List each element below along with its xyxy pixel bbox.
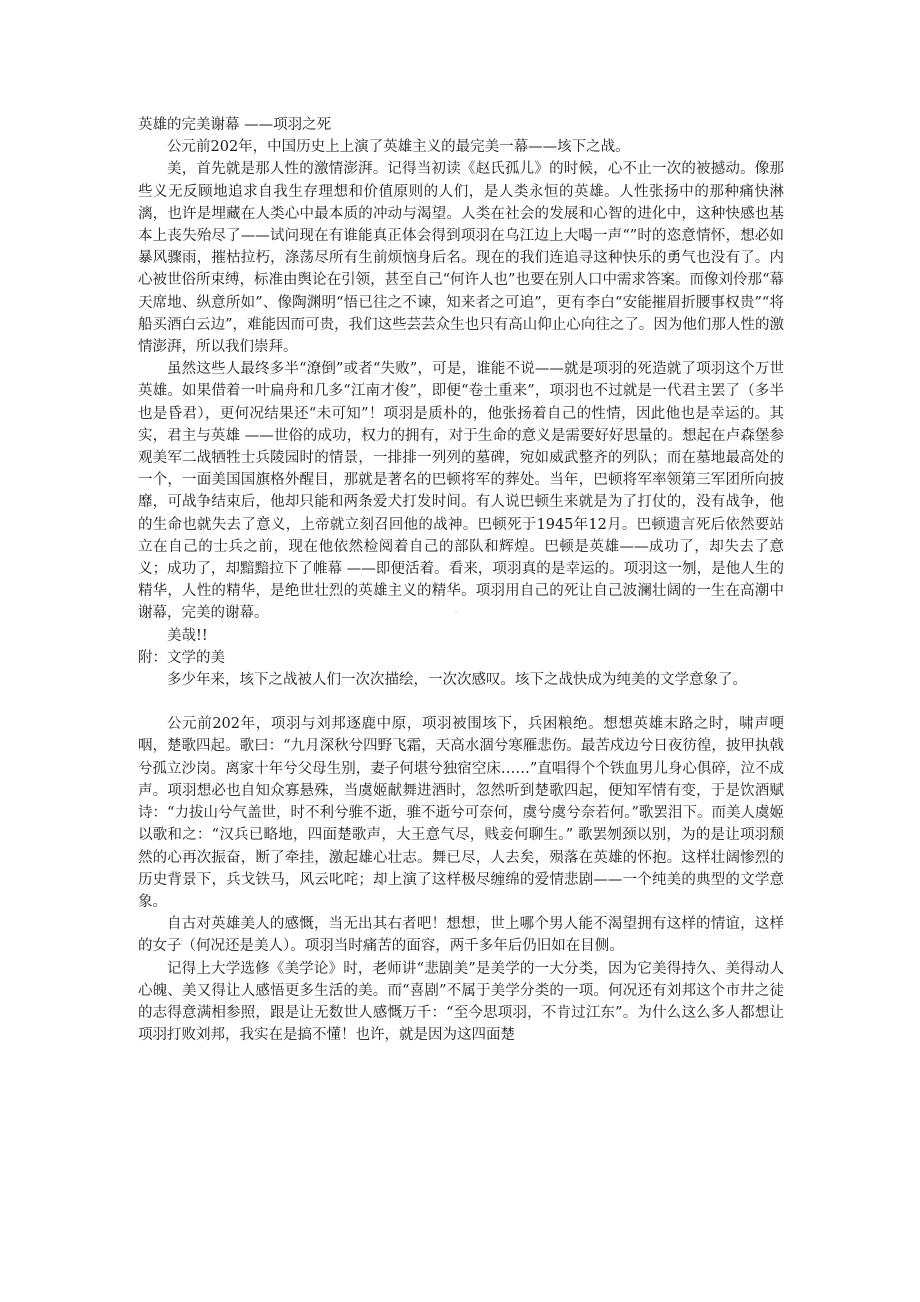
appendix-paragraph-4: 记得上大学选修《美学论》时，老师讲“悲剧美”是美学的一大分类，因为它美得持久、美得动人心魄、美又得让人感悟更多生活的美。而“喜剧”不属于美学分类的一项。何况还有刘邦这个市井之徒的志得意满相参照，跟是让无数世人感慨万千：“至今思项羽，不肯过江东”。为什么这么多人都想让项羽打败刘邦，我实在是搞不懂！也许，就是因为这四面楚: [138, 960, 784, 1044]
paragraph-hero: 虽然这些人最终多半“潦倒”或者“失败”，可是，谁能不说——就是项羽的死造就了项羽这个万世英雄。如果借着一叶扁舟和几多“江南才俊”，即便“卷土重来”，项羽也不过就是一代君主罢了（多半也是昏君），更何况结果还“未可知”！项羽是质朴的，他张扬着自己的性情，因此他也是幸运的。其实，君主与英雄 ——世俗的成功，权力的拥有，对于生命的意义是需要好好思量的。想起在卢森堡参观美军二战牺牲士兵陵园时的情景，一排排一列列的墓碑，宛如威武整齐的列队；而在墓地最高处的一个，一面美国国旗格外醒目，那就是著名的巴顿将军的葬处。当年，巴顿将军率领第三军团所向披靡，可战争结束后，他却只能和两条爱犬打发时间。有人说巴顿生来就是为了打仗的，没有战争，他的生命也就失去了意义，上帝就立刻召回他的战神。巴顿死于1945年12月。巴顿遗言死后依然要站立在自己的士兵之前，现在他依然检阅着自己的部队和辉煌。巴顿是英雄——成功了，却失去了意义；成功了，却黯黯拉下了帷幕 ——即便活着。看来，项羽真的是幸运的。项羽这一刎，是他人生的精华，人性的精华，是绝世壮烈的英雄主义的精华。项羽用自己的死让自己波澜壮阔的一生在高潮中谢幕，完美的谢幕。: [138, 361, 784, 622]
appendix-paragraph-1: 多少年来，垓下之战被人们一次次描绘，一次次感叹。垓下之战快成为纯美的文学意象了。: [167, 672, 747, 689]
paragraph-exclaim: 美哉!!: [167, 627, 208, 644]
paragraph-spacer: [138, 691, 784, 713]
document-title: 英雄的完美谢幕 ——项羽之死: [138, 117, 332, 133]
document-page: [138, 114, 784, 1046]
paragraph-beauty: 美，首先就是那人性的激情澎湃。记得当初读《赵氏孤儿》的时候，心不止一次的被撼动。像那些义无反顾地追求自我生存理想和价值原则的人们，是人类永恒的英雄。人性张扬中的那种痛快淋漓，也许是埋藏在人类心中最本质的冲动与渴望。人类在社会的发展和心智的进化中，这种快感也基本上丧失殆尽了——试问现在有谁能真正体会得到项羽在乌江边上大喝一声“”时的恣意情怀，想必如暴风骤雨，摧枯拉朽，涤荡尽所有生前烦恼身后名。现在的我们连追寻这种快乐的勇气也没有了。内心被世俗所束缚，标准由舆论在引领，甚至自己“何许人也”也要在别人口中需求答案。而像刘伶那“幕天席地、纵意所如”、像陶渊明“悟已往之不谏，知来者之可追”，更有李白“安能摧眉折腰事权贵”“将船买酒白云边”，难能因而可贵，我们这些芸芸众生也只有高山仰止心向往之了。因为他们那人性的激情澎湃，所以我们崇拜。: [138, 161, 784, 356]
appendix-paragraph-3: 自古对英雄美人的感慨，当无出其右者吧！想想，世上哪个男人能不渴望拥有这样的情谊，这样的女子（何况还是美人）。项羽当时痛苦的面容，两千多年后仍旧如在目侧。: [138, 916, 784, 955]
appendix-paragraph-2: 公元前202年，项羽与刘邦逐鹿中原，项羽被围垓下，兵困粮绝。想想英雄末路之时，啸声哽咽，楚歌四起。歌曰：“九月深秋兮四野飞霜，天高水涸兮寒雁悲伤。最苦戍边兮日夜彷徨，披甲执戟兮孤立沙岗。离家十年兮父母生别，妻子何堪兮独宿空床……”直唱得个个铁血男儿身心俱碎，泣不成声。项羽想必也自知众寡悬殊，当虞姬献舞进酒时，忽然听到楚歌四起，便知军情有变，于是饮酒赋诗：“力拔山兮气盖世，时不利兮骓不逝，骓不逝兮可奈何，虞兮虞兮奈若何。”歌罢泪下。而美人虞姬以歌和之：“汉兵已略地，四面楚歌声，大王意气尽，贱妾何聊生。” 歌罢刎颈以别，为的是让项羽颓然的心再次振奋，断了牵挂，激起雄心壮志。舞已尽，人去矣，殒落在英雄的怀抱。这样壮阔惨烈的历史背景下，兵戈铁马，风云叱咤；却上演了这样极尽缠绵的爱情悲剧——一个纯美的典型的文学意象。: [138, 716, 784, 910]
paragraph-intro: 公元前202年，中国历史上上演了英雄主义的最完美一幕——垓下之战。: [167, 139, 630, 156]
appendix-title: 附：文学的美: [138, 649, 225, 666]
